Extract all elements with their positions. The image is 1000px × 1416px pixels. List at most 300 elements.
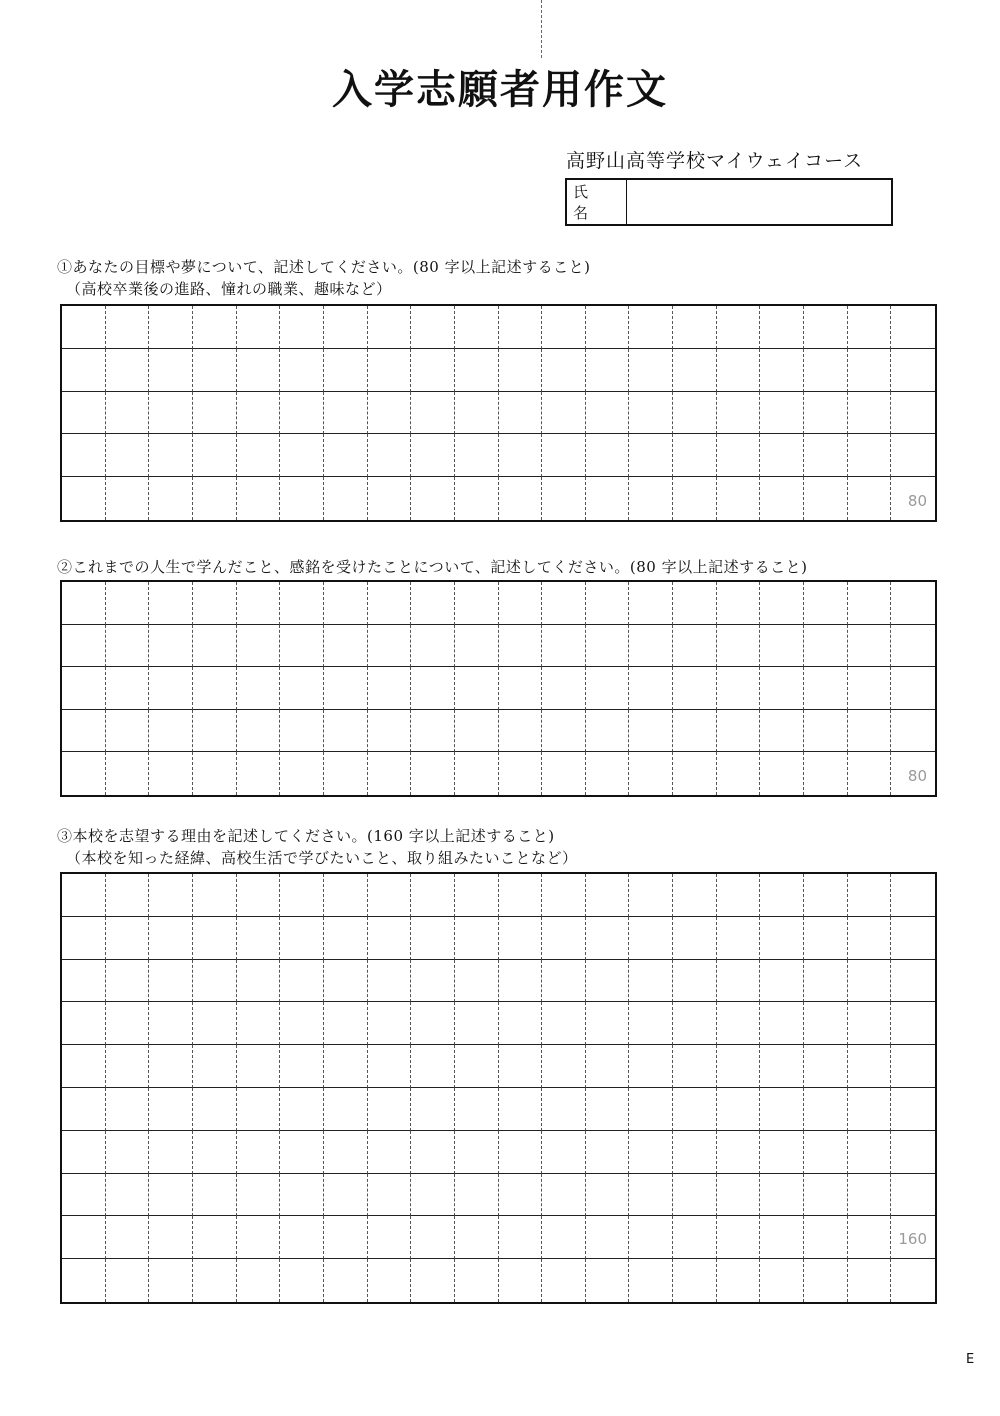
grid-cell[interactable] [193,710,237,753]
grid-cell[interactable] [411,917,455,960]
grid-cell[interactable] [193,1216,237,1259]
grid-cell[interactable] [455,625,499,668]
grid-cell[interactable] [760,1131,804,1174]
grid-cell[interactable] [280,349,324,392]
grid-cell[interactable] [411,710,455,753]
grid-cell[interactable] [106,392,150,435]
grid-cell[interactable] [542,477,586,520]
grid-cell[interactable] [499,710,543,753]
grid-cell[interactable] [891,1045,935,1088]
grid-cell[interactable] [62,434,106,477]
grid-cell[interactable] [237,710,281,753]
grid-cell[interactable] [848,874,892,917]
grid-cell[interactable] [324,1259,368,1302]
grid-cell[interactable] [455,477,499,520]
grid-cell[interactable] [368,477,412,520]
grid-cell[interactable] [324,392,368,435]
grid-cell[interactable] [499,752,543,795]
grid-cell[interactable] [760,392,804,435]
grid-cell[interactable] [455,1216,499,1259]
grid-cell[interactable] [106,349,150,392]
grid-cell[interactable] [368,1216,412,1259]
grid-cell[interactable] [717,477,761,520]
grid-cell[interactable] [193,667,237,710]
grid-cell[interactable] [411,625,455,668]
grid-cell[interactable] [848,710,892,753]
grid-cell[interactable] [760,625,804,668]
grid-cell[interactable] [804,1174,848,1217]
grid-cell[interactable] [717,306,761,349]
grid-cell[interactable] [368,349,412,392]
grid-cell[interactable] [62,349,106,392]
grid-cell[interactable] [673,477,717,520]
grid-cell[interactable] [62,1259,106,1302]
grid-cell[interactable] [586,625,630,668]
grid-cell[interactable] [499,1174,543,1217]
grid-cell[interactable] [237,917,281,960]
grid-cell[interactable] [804,960,848,1003]
grid-cell[interactable] [280,752,324,795]
grid-cell[interactable] [586,752,630,795]
grid-cell[interactable] [499,960,543,1003]
grid-cell[interactable] [280,392,324,435]
grid-cell[interactable] [106,874,150,917]
grid-cell[interactable] [368,874,412,917]
grid-cell[interactable] [673,1088,717,1131]
grid-cell[interactable] [804,306,848,349]
grid-cell[interactable] [149,874,193,917]
grid-cell[interactable] [193,1174,237,1217]
grid-cell[interactable] [848,1174,892,1217]
grid-cell[interactable] [717,874,761,917]
grid-cell[interactable] [280,1045,324,1088]
grid-cell[interactable] [629,960,673,1003]
grid-cell[interactable] [760,582,804,625]
grid-cell[interactable] [368,667,412,710]
grid-cell[interactable] [891,667,935,710]
grid-cell[interactable] [848,1002,892,1045]
grid-cell[interactable] [717,960,761,1003]
grid-cell[interactable] [193,1045,237,1088]
grid-cell[interactable] [891,710,935,753]
grid-cell[interactable] [804,1259,848,1302]
grid-cell[interactable] [586,960,630,1003]
grid-cell[interactable] [717,1131,761,1174]
grid-cell[interactable] [673,917,717,960]
grid-cell[interactable] [324,874,368,917]
grid-cell[interactable] [891,960,935,1003]
grid-cell[interactable] [324,960,368,1003]
grid-cell[interactable] [673,434,717,477]
grid-cell[interactable] [586,1131,630,1174]
grid-cell[interactable] [237,1259,281,1302]
grid-cell[interactable] [673,582,717,625]
grid-cell[interactable] [455,1045,499,1088]
grid-cell[interactable] [62,1174,106,1217]
grid-cell[interactable] [149,392,193,435]
grid-cell[interactable] [193,434,237,477]
grid-cell[interactable] [848,1088,892,1131]
grid-cell[interactable] [760,434,804,477]
grid-cell[interactable] [455,349,499,392]
grid-cell[interactable] [149,477,193,520]
grid-cell[interactable] [629,1045,673,1088]
grid-cell[interactable] [542,392,586,435]
grid-cell[interactable] [62,1045,106,1088]
grid-cell[interactable] [237,1002,281,1045]
grid-cell[interactable] [149,667,193,710]
grid-cell[interactable] [848,1216,892,1259]
grid-cell[interactable] [411,1045,455,1088]
grid-cell[interactable] [673,667,717,710]
grid-cell[interactable] [237,874,281,917]
grid-cell[interactable] [760,306,804,349]
question-3-answer-grid[interactable] [60,872,937,1304]
grid-cell[interactable] [891,1088,935,1131]
grid-cell[interactable] [673,306,717,349]
grid-cell[interactable] [848,1045,892,1088]
grid-cell[interactable] [237,477,281,520]
grid-cell[interactable] [848,625,892,668]
grid-cell[interactable] [411,874,455,917]
grid-cell[interactable] [280,874,324,917]
grid-cell[interactable] [499,1002,543,1045]
grid-cell[interactable] [891,1259,935,1302]
grid-cell[interactable] [848,960,892,1003]
grid-cell[interactable] [586,1088,630,1131]
grid-cell[interactable] [280,917,324,960]
grid-cell[interactable] [193,1088,237,1131]
grid-cell[interactable] [629,874,673,917]
grid-cell[interactable] [368,710,412,753]
grid-cell[interactable] [62,917,106,960]
grid-cell[interactable] [368,1002,412,1045]
grid-cell[interactable] [149,960,193,1003]
grid-cell[interactable] [804,667,848,710]
grid-cell[interactable] [455,1174,499,1217]
question-1-answer-grid[interactable] [60,304,937,522]
grid-cell[interactable] [368,917,412,960]
grid-cell[interactable] [62,1002,106,1045]
grid-cell[interactable] [324,710,368,753]
grid-cell[interactable] [324,582,368,625]
grid-cell[interactable] [760,1045,804,1088]
grid-cell[interactable] [368,960,412,1003]
grid-cell[interactable] [149,625,193,668]
grid-cell[interactable] [891,1131,935,1174]
grid-cell[interactable] [804,477,848,520]
grid-cell[interactable] [804,1045,848,1088]
grid-cell[interactable] [804,874,848,917]
grid-cell[interactable] [717,667,761,710]
grid-cell[interactable] [106,1174,150,1217]
grid-cell[interactable] [106,1088,150,1131]
grid-cell[interactable] [106,1216,150,1259]
grid-cell[interactable] [717,1088,761,1131]
grid-cell[interactable] [586,1174,630,1217]
grid-cell[interactable] [804,582,848,625]
grid-cell[interactable] [324,306,368,349]
grid-cell[interactable] [717,1216,761,1259]
grid-cell[interactable] [760,1002,804,1045]
grid-cell[interactable] [542,1002,586,1045]
grid-cell[interactable] [891,349,935,392]
grid-cell[interactable] [673,392,717,435]
grid-cell[interactable] [455,874,499,917]
grid-cell[interactable] [106,710,150,753]
grid-cell[interactable] [717,349,761,392]
grid-cell[interactable] [149,1088,193,1131]
grid-cell[interactable] [324,349,368,392]
grid-cell[interactable] [455,1088,499,1131]
grid-cell[interactable] [542,710,586,753]
grid-cell[interactable] [455,752,499,795]
grid-cell[interactable] [848,306,892,349]
grid-cell[interactable] [891,477,935,520]
grid-cell[interactable] [499,434,543,477]
grid-cell[interactable] [717,625,761,668]
grid-cell[interactable] [629,392,673,435]
grid-cell[interactable] [760,710,804,753]
grid-cell[interactable] [629,1088,673,1131]
grid-cell[interactable] [280,625,324,668]
grid-cell[interactable] [804,1088,848,1131]
grid-cell[interactable] [499,582,543,625]
grid-cell[interactable] [586,917,630,960]
grid-cell[interactable] [760,1174,804,1217]
grid-cell[interactable] [673,625,717,668]
grid-cell[interactable] [804,752,848,795]
grid-cell[interactable] [237,625,281,668]
grid-cell[interactable] [324,1174,368,1217]
grid-cell[interactable] [804,625,848,668]
grid-cell[interactable] [542,1045,586,1088]
grid-cell[interactable] [62,667,106,710]
grid-cell[interactable] [149,1002,193,1045]
grid-cell[interactable] [891,874,935,917]
grid-cell[interactable] [368,1259,412,1302]
grid-cell[interactable] [324,434,368,477]
grid-cell[interactable] [542,917,586,960]
grid-cell[interactable] [848,917,892,960]
grid-cell[interactable] [237,1045,281,1088]
grid-cell[interactable] [149,1131,193,1174]
grid-cell[interactable] [586,1259,630,1302]
grid-cell[interactable] [280,667,324,710]
grid-cell[interactable] [760,752,804,795]
grid-cell[interactable] [149,917,193,960]
grid-cell[interactable] [586,582,630,625]
grid-cell[interactable] [62,582,106,625]
grid-cell[interactable] [891,1174,935,1217]
grid-cell[interactable] [542,349,586,392]
grid-cell[interactable] [804,1131,848,1174]
grid-cell[interactable] [804,917,848,960]
grid-cell[interactable] [455,710,499,753]
grid-cell[interactable] [149,434,193,477]
grid-cell[interactable] [280,1216,324,1259]
grid-cell[interactable] [760,874,804,917]
grid-cell[interactable] [237,1131,281,1174]
grid-cell[interactable] [804,710,848,753]
grid-cell[interactable] [62,477,106,520]
grid-cell[interactable] [324,1002,368,1045]
grid-cell[interactable] [280,582,324,625]
grid-cell[interactable] [629,1259,673,1302]
grid-cell[interactable] [673,752,717,795]
grid-cell[interactable] [455,582,499,625]
grid-cell[interactable] [280,1088,324,1131]
grid-cell[interactable] [629,667,673,710]
grid-cell[interactable] [717,582,761,625]
grid-cell[interactable] [586,434,630,477]
grid-cell[interactable] [673,1045,717,1088]
grid-cell[interactable] [891,582,935,625]
grid-cell[interactable] [237,434,281,477]
grid-cell[interactable] [717,1045,761,1088]
grid-cell[interactable] [324,477,368,520]
grid-cell[interactable] [237,306,281,349]
grid-cell[interactable] [455,306,499,349]
grid-cell[interactable] [673,960,717,1003]
grid-cell[interactable] [149,1045,193,1088]
grid-cell[interactable] [149,582,193,625]
grid-cell[interactable] [629,306,673,349]
grid-cell[interactable] [717,1174,761,1217]
grid-cell[interactable] [106,625,150,668]
grid-cell[interactable] [368,752,412,795]
grid-cell[interactable] [891,306,935,349]
grid-cell[interactable] [586,1002,630,1045]
grid-cell[interactable] [106,752,150,795]
grid-cell[interactable] [411,752,455,795]
grid-cell[interactable] [411,1088,455,1131]
grid-cell[interactable] [586,306,630,349]
grid-cell[interactable] [848,1131,892,1174]
grid-cell[interactable] [891,1216,935,1259]
grid-cell[interactable] [368,392,412,435]
grid-cell[interactable] [673,1131,717,1174]
grid-cell[interactable] [848,434,892,477]
grid-cell[interactable] [368,1088,412,1131]
grid-cell[interactable] [629,1002,673,1045]
grid-cell[interactable] [62,625,106,668]
grid-cell[interactable] [324,1088,368,1131]
grid-cell[interactable] [891,625,935,668]
grid-cell[interactable] [411,349,455,392]
grid-cell[interactable] [368,625,412,668]
grid-cell[interactable] [848,392,892,435]
grid-cell[interactable] [193,752,237,795]
grid-cell[interactable] [586,349,630,392]
grid-cell[interactable] [106,477,150,520]
grid-cell[interactable] [237,582,281,625]
grid-cell[interactable] [193,625,237,668]
grid-cell[interactable] [673,874,717,917]
grid-cell[interactable] [106,434,150,477]
grid-cell[interactable] [848,1259,892,1302]
grid-cell[interactable] [804,349,848,392]
grid-cell[interactable] [455,434,499,477]
grid-cell[interactable] [717,392,761,435]
grid-cell[interactable] [760,1088,804,1131]
grid-cell[interactable] [629,625,673,668]
grid-cell[interactable] [106,306,150,349]
grid-cell[interactable] [848,477,892,520]
grid-cell[interactable] [629,752,673,795]
grid-cell[interactable] [368,582,412,625]
grid-cell[interactable] [149,306,193,349]
grid-cell[interactable] [411,477,455,520]
grid-cell[interactable] [411,1259,455,1302]
grid-cell[interactable] [499,392,543,435]
grid-cell[interactable] [324,667,368,710]
grid-cell[interactable] [542,960,586,1003]
grid-cell[interactable] [106,960,150,1003]
grid-cell[interactable] [62,752,106,795]
grid-cell[interactable] [237,392,281,435]
grid-cell[interactable] [411,392,455,435]
grid-cell[interactable] [455,1131,499,1174]
grid-cell[interactable] [237,752,281,795]
grid-cell[interactable] [499,917,543,960]
grid-cell[interactable] [717,1259,761,1302]
grid-cell[interactable] [629,582,673,625]
grid-cell[interactable] [717,917,761,960]
grid-cell[interactable] [455,917,499,960]
grid-cell[interactable] [193,874,237,917]
grid-cell[interactable] [237,1216,281,1259]
grid-cell[interactable] [760,1259,804,1302]
grid-cell[interactable] [717,710,761,753]
grid-cell[interactable] [717,752,761,795]
question-2-answer-grid[interactable] [60,580,937,797]
grid-cell[interactable] [629,1216,673,1259]
grid-cell[interactable] [629,349,673,392]
grid-cell[interactable] [673,1259,717,1302]
grid-cell[interactable] [499,1131,543,1174]
grid-cell[interactable] [542,582,586,625]
grid-cell[interactable] [542,667,586,710]
grid-cell[interactable] [411,960,455,1003]
grid-cell[interactable] [368,306,412,349]
grid-cell[interactable] [586,477,630,520]
grid-cell[interactable] [499,1088,543,1131]
grid-cell[interactable] [586,392,630,435]
grid-cell[interactable] [891,434,935,477]
grid-cell[interactable] [804,392,848,435]
grid-cell[interactable] [62,1216,106,1259]
grid-cell[interactable] [237,1174,281,1217]
grid-cell[interactable] [673,1216,717,1259]
grid-cell[interactable] [280,306,324,349]
grid-cell[interactable] [193,917,237,960]
grid-cell[interactable] [848,582,892,625]
grid-cell[interactable] [149,1216,193,1259]
grid-cell[interactable] [629,434,673,477]
grid-cell[interactable] [324,1216,368,1259]
grid-cell[interactable] [193,477,237,520]
grid-cell[interactable] [760,349,804,392]
grid-cell[interactable] [193,1259,237,1302]
grid-cell[interactable] [280,434,324,477]
grid-cell[interactable] [62,710,106,753]
grid-cell[interactable] [804,434,848,477]
grid-cell[interactable] [499,349,543,392]
grid-cell[interactable] [280,1131,324,1174]
grid-cell[interactable] [804,1216,848,1259]
grid-cell[interactable] [499,1259,543,1302]
